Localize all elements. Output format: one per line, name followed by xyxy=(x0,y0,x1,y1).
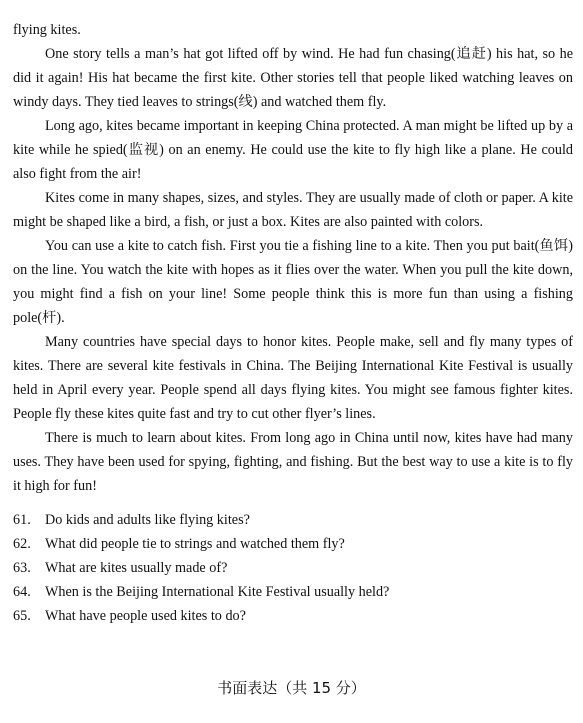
question-list xyxy=(13,508,573,628)
question-text: What did people tie to strings and watched them fly? xyxy=(45,536,345,552)
question-text: When is the Beijing International Kite Festival usually held? xyxy=(45,584,390,600)
question-number: 62. xyxy=(13,536,31,552)
passage-paragraph-fishing: You can use a kite to catch fish. First you tie a fishing line to a kite. Then you put bait(鱼饵) on the line. You watch the kite with hopes as it flies over the water. When you pull the kite down, you might find a fish on your line! Some people think this is more fun than using a fishing pole(杆). xyxy=(13,238,573,326)
question-item xyxy=(13,604,573,628)
question-text: Do kids and adults like flying kites? xyxy=(45,512,250,528)
question-number: 63. xyxy=(13,560,31,576)
question-item xyxy=(13,556,573,580)
section-heading: 书面表达（共 15 分） xyxy=(217,679,366,697)
passage-paragraph-china-protection: Long ago, kites became important in keeping China protected. A man might be lifted up by a kite while he spied(监视) on an enemy. He could use the kite to fly high like a plane. He could also fight from the air! xyxy=(13,118,573,182)
passage-paragraph-conclusion: There is much to learn about kites. From long ago in China until now, kites have had many uses. They have been used for spying, fighting, and fishing. But the best way to use a kite is to fly it high for fun! xyxy=(13,430,573,494)
question-number: 65. xyxy=(13,608,31,624)
question-number: 64. xyxy=(13,584,31,600)
reading-passage xyxy=(13,18,573,498)
question-item xyxy=(13,532,573,556)
question-item xyxy=(13,580,573,604)
question-text: What are kites usually made of? xyxy=(45,560,228,576)
question-number: 61. xyxy=(13,512,31,528)
question-item xyxy=(13,508,573,532)
passage-paragraph-shapes: Kites come in many shapes, sizes, and styles. They are usually made of cloth or paper. A kite might be shaped like a bird, a fish, or just a box. Kites are also painted with colors. xyxy=(13,190,573,230)
question-text: What have people used kites to do? xyxy=(45,608,246,624)
passage-paragraph-continuation: flying kites. xyxy=(13,22,81,38)
passage-paragraph-festivals: Many countries have special days to honor kites. People make, sell and fly many types of kites. There are several kite festivals in China. The Beijing International Kite Festival is usually held in April every year. People spend all days flying kites. You might see famous fighter kites. People fly these kites quite fast and try to cut other flyer’s lines. xyxy=(13,334,573,422)
passage-paragraph-hat-story: One story tells a man’s hat got lifted off by wind. He had fun chasing(追赶) his hat, so he did it again! His hat became the first kite. Other stories tell that people liked watching leaves on windy days. They tied leaves to strings(线) and watched them fly. xyxy=(13,46,573,110)
